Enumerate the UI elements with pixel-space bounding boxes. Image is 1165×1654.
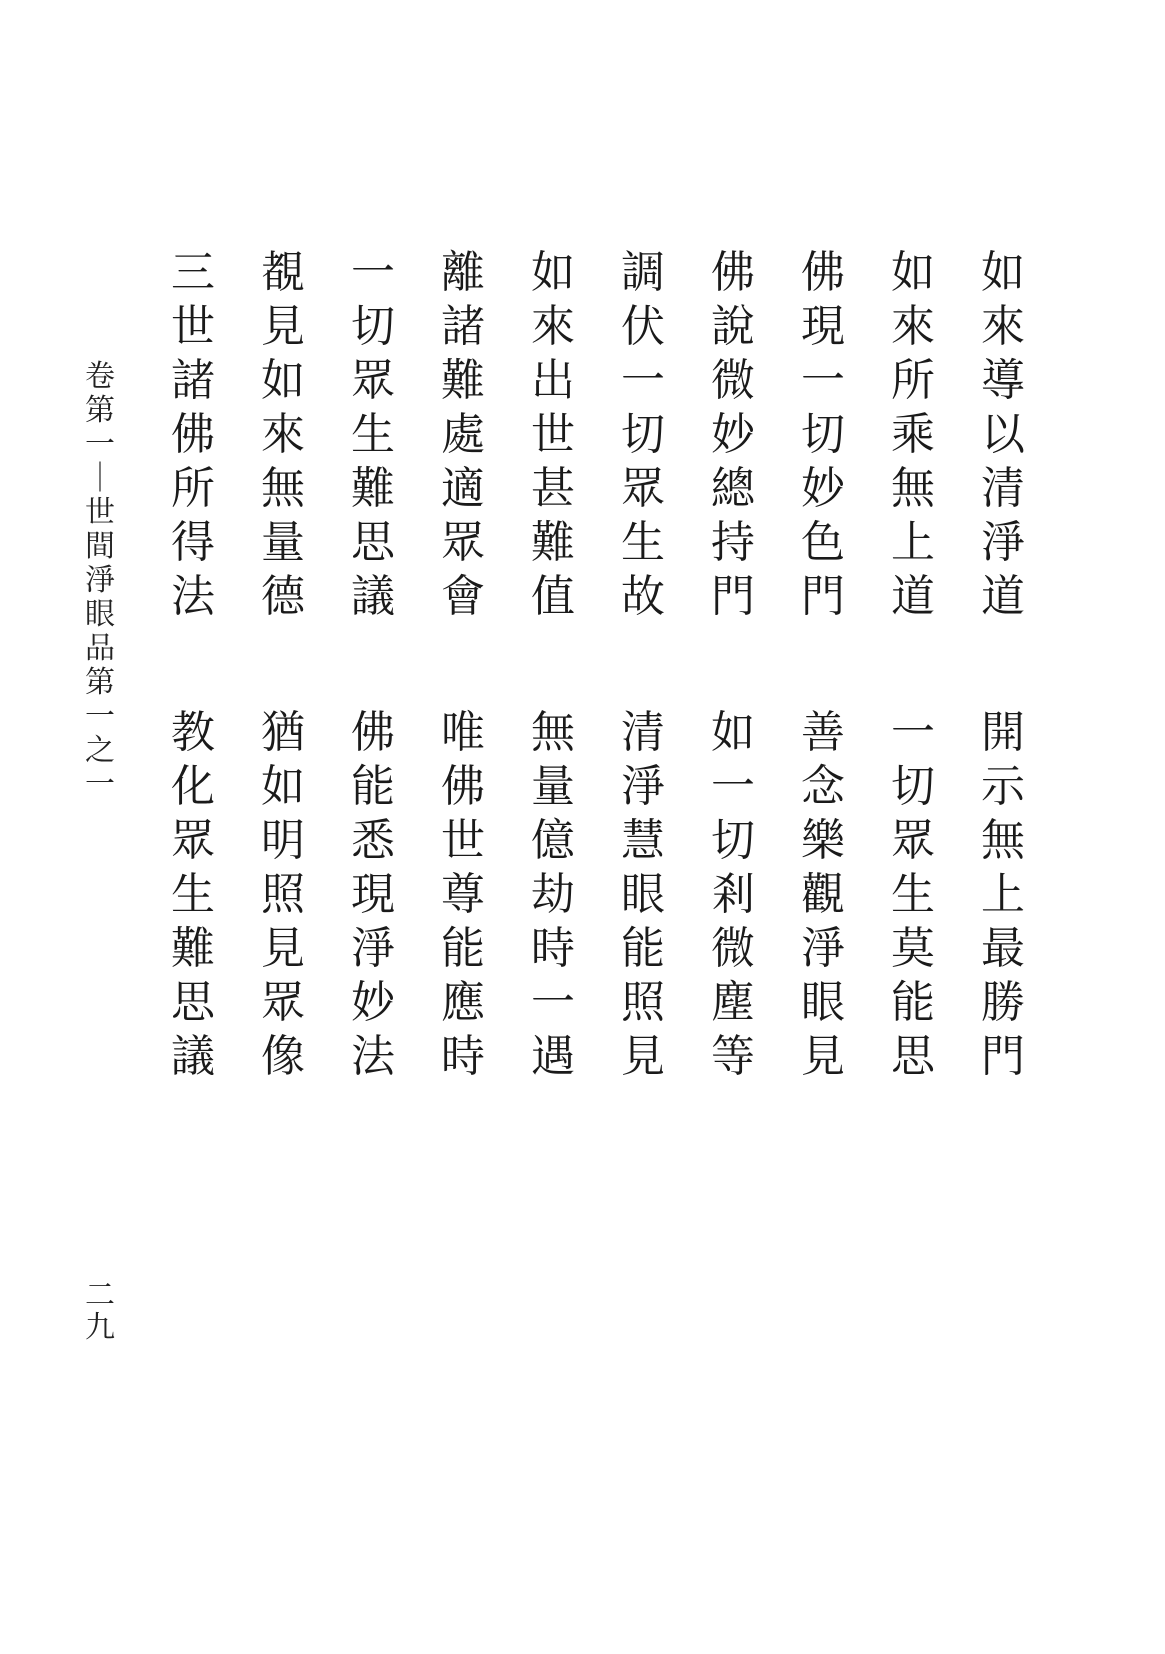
verse-9-lower: 猶如明照見眾像 [261, 707, 305, 1082]
verse-8-lower: 佛能悉現淨妙法 [351, 707, 395, 1082]
verse-10-lower: 教化眾生難思議 [171, 707, 215, 1082]
verse-7-lower: 唯佛世尊能應時 [441, 707, 485, 1082]
verse-2-upper: 如來所乘無上道 [891, 247, 935, 622]
verse-3-upper: 佛現一切妙色門 [801, 247, 845, 622]
verse-10-upper: 三世諸佛所得法 [171, 247, 215, 622]
verse-7-upper: 離諸難處適眾會 [441, 247, 485, 622]
verse-6-upper: 如來出世甚難值 [531, 247, 575, 622]
page-number: 二九 [85, 1278, 115, 1345]
verse-1-upper: 如來導以清淨道 [981, 247, 1025, 622]
verse-8-upper: 一切眾生難思議 [351, 247, 395, 622]
verse-2-lower: 一切眾生莫能思 [891, 707, 935, 1082]
verse-5-lower: 清淨慧眼能照見 [621, 707, 665, 1082]
verse-9-upper: 覩見如來無量德 [261, 247, 305, 622]
verse-5-upper: 調伏一切眾生故 [621, 247, 665, 622]
verse-4-upper: 佛說微妙總持門 [711, 247, 755, 622]
verse-6-lower: 無量億劫時一遇 [531, 707, 575, 1082]
verse-3-lower: 善念樂觀淨眼見 [801, 707, 845, 1082]
verse-4-lower: 如一切剎微塵等 [711, 707, 755, 1082]
running-head: 卷第一｜世間淨眼品第一之一 [85, 359, 115, 802]
verse-1-lower: 開示無上最勝門 [981, 707, 1025, 1082]
